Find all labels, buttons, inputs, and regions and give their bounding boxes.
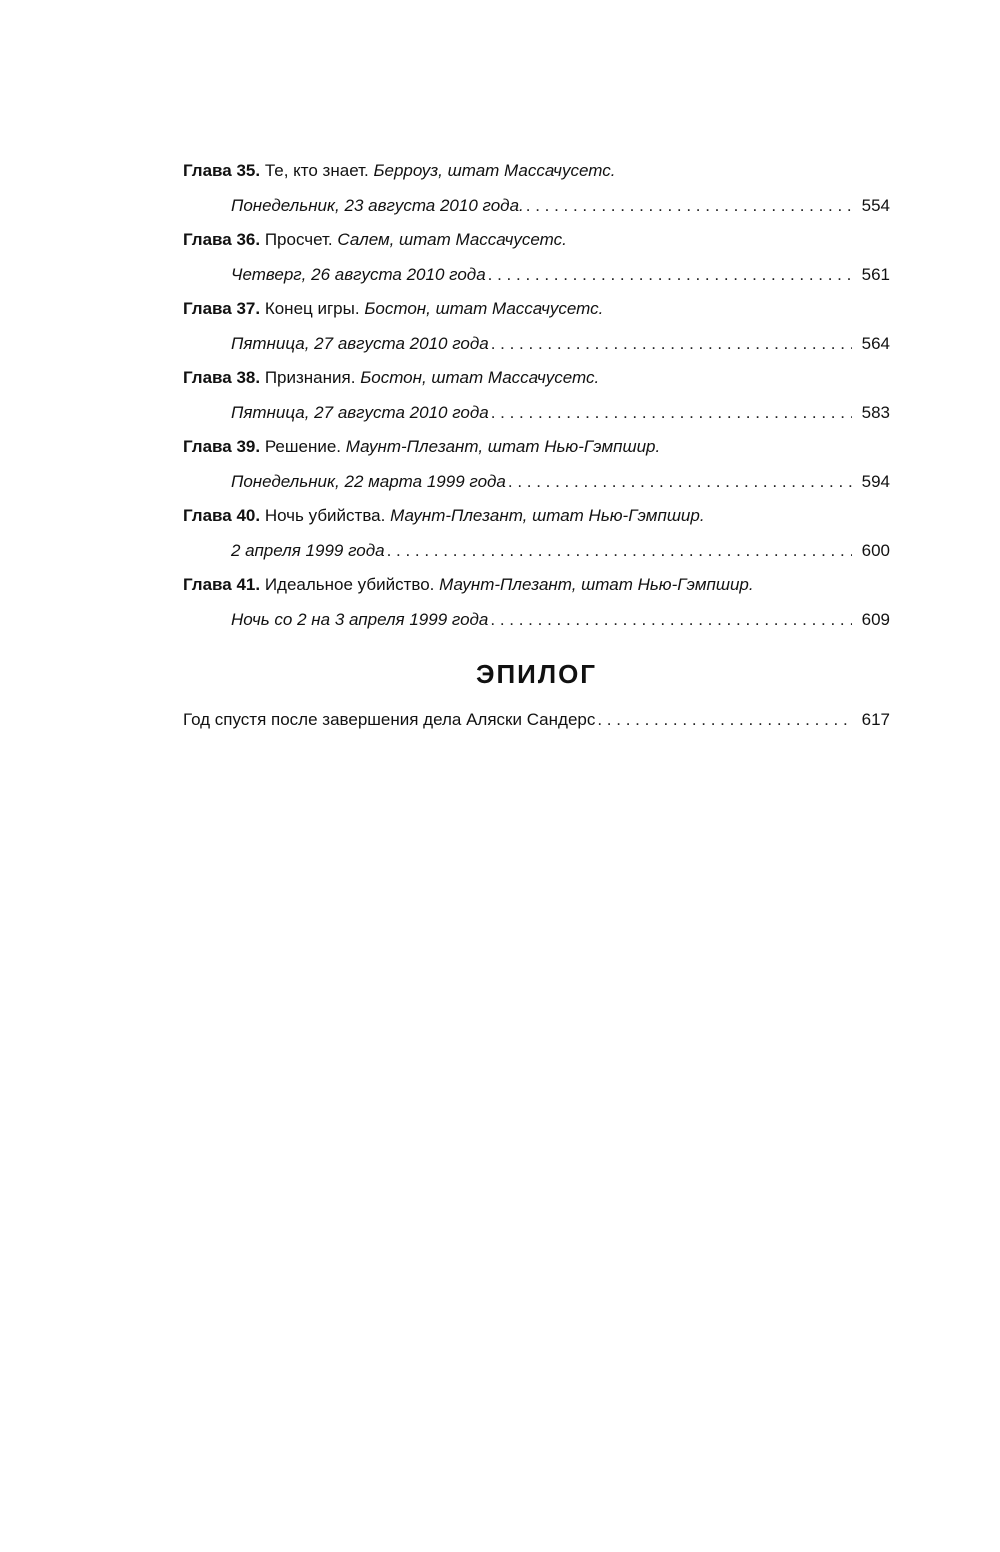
dot-leader — [491, 396, 852, 431]
dot-leader — [488, 258, 852, 293]
epilogue-title: Год спустя после завершения дела Аляски Сандерс — [183, 710, 596, 729]
chapter-date-line — [183, 327, 890, 362]
page-number: 583 — [861, 402, 890, 422]
dot-leader — [597, 703, 852, 738]
chapter-place: Бостон, штат Массачусетс. — [364, 299, 604, 318]
chapter-label: Глава 41. — [183, 575, 261, 594]
chapter-date-line — [183, 189, 890, 224]
chapter-date: 2 апреля 1999 года — [231, 540, 385, 560]
chapter-label: Глава 37. — [183, 299, 261, 318]
dot-leader — [387, 534, 852, 569]
chapter-date: Пятница, 27 августа 2010 года — [231, 333, 489, 353]
epilogue-heading: ЭПИЛОГ — [475, 659, 598, 689]
chapter-date: Понедельник, 23 августа 2010 года. — [231, 195, 524, 215]
chapter-date-line — [183, 465, 890, 500]
toc-entry-chapter-41 — [183, 568, 890, 637]
chapter-label: Глава 35. — [183, 161, 261, 180]
chapter-title: Те, кто знает. — [264, 161, 369, 180]
toc-entry-chapter-39 — [183, 430, 890, 499]
toc-entry-chapter-36 — [183, 223, 890, 292]
chapter-label: Глава 39. — [183, 437, 261, 456]
toc-entry-epilogue — [183, 703, 890, 738]
toc-entry-chapter-37 — [183, 292, 890, 361]
chapter-title: Конец игры. — [264, 299, 360, 318]
chapter-place: Маунт-Плезант, штат Нью-Гэмпшир. — [390, 506, 705, 525]
chapter-title: Решение. — [264, 437, 342, 456]
chapter-label: Глава 38. — [183, 368, 261, 387]
page-number: 609 — [861, 609, 890, 629]
page-number: 617 — [861, 710, 890, 729]
page-number: 564 — [861, 333, 890, 353]
chapter-date-line — [183, 534, 890, 569]
epilogue-line — [183, 703, 890, 738]
dot-leader — [491, 327, 852, 362]
page-number: 600 — [861, 540, 890, 560]
chapter-title: Идеальное убийство. — [264, 575, 435, 594]
chapter-title: Признания. — [264, 368, 356, 387]
page-number: 594 — [861, 471, 890, 491]
chapter-place: Берроуз, штат Массачусетс. — [373, 161, 616, 180]
chapter-label: Глава 36. — [183, 230, 261, 249]
dot-leader — [508, 465, 852, 500]
chapter-heading-line — [183, 223, 890, 258]
chapter-date: Понедельник, 22 марта 1999 года — [231, 471, 506, 491]
chapter-date-line — [183, 396, 890, 431]
page-number: 554 — [861, 195, 890, 215]
chapter-title: Ночь убийства. — [264, 506, 386, 525]
toc-entry-chapter-38 — [183, 361, 890, 430]
chapter-place: Маунт-Плезант, штат Нью-Гэмпшир. — [345, 437, 661, 456]
toc-entry-chapter-40 — [183, 499, 890, 568]
chapter-heading-line — [183, 361, 890, 396]
toc-entry-chapter-35 — [183, 154, 890, 223]
chapter-date: Четверг, 26 августа 2010 года — [231, 264, 486, 284]
page-number: 561 — [861, 264, 890, 284]
chapter-label: Глава 40. — [183, 506, 261, 525]
chapter-heading-line — [183, 499, 890, 534]
chapter-date: Ночь со 2 на 3 апреля 1999 года — [231, 609, 489, 629]
chapter-date-line — [183, 258, 890, 293]
dot-leader — [526, 189, 852, 224]
chapter-heading-line — [183, 292, 890, 327]
chapter-place: Салем, штат Массачусетс. — [337, 230, 567, 249]
chapter-place: Бостон, штат Массачусетс. — [360, 368, 600, 387]
chapter-heading-line — [183, 430, 890, 465]
chapter-place: Маунт-Плезант, штат Нью-Гэмпшир. — [439, 575, 754, 594]
chapter-heading-line — [183, 568, 890, 603]
dot-leader — [490, 603, 852, 638]
chapter-date-line — [183, 603, 890, 638]
chapter-date: Пятница, 27 августа 2010 года — [231, 402, 489, 422]
chapter-heading-line — [183, 154, 890, 189]
chapter-title: Просчет. — [264, 230, 333, 249]
table-of-contents — [183, 154, 890, 738]
